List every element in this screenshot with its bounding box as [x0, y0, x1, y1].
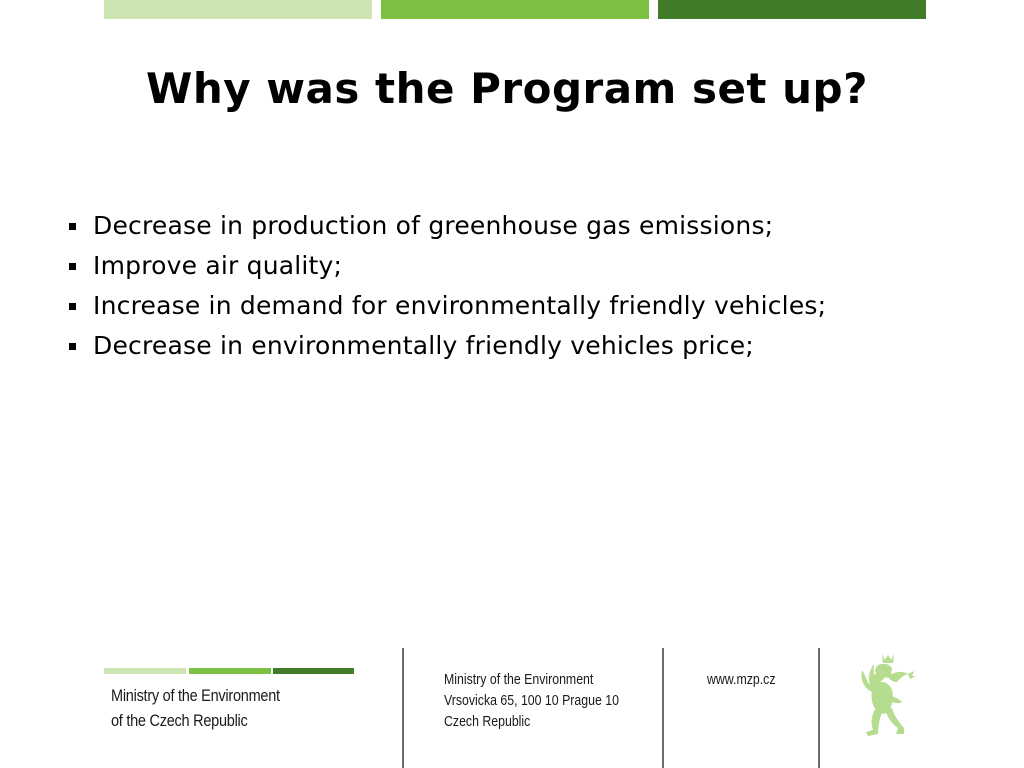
address-line3: Czech Republic [444, 714, 531, 730]
bullet-list [66, 206, 826, 366]
top-decor-bar-mid [381, 0, 649, 19]
top-decor-bar-dark [658, 0, 926, 19]
top-decor-bar-light [104, 0, 372, 19]
footer-decor-bar-dark [273, 668, 354, 674]
bullet-square-icon [69, 223, 76, 230]
bullet-text: Increase in demand for environmentally friendly vehicles; [93, 291, 827, 320]
footer-decor-bar-mid [189, 668, 271, 674]
footer-decor-bar-light [104, 668, 186, 674]
footer-divider [818, 648, 820, 768]
bullet-item [66, 286, 826, 326]
bullet-text: Decrease in production of greenhouse gas emissions; [93, 211, 774, 240]
bullet-square-icon [69, 303, 76, 310]
footer-divider [402, 648, 404, 768]
bullet-item [66, 206, 826, 246]
footer-address [444, 670, 619, 733]
bullet-text: Decrease in environmentally friendly vehicles price; [93, 331, 754, 360]
ministry-logo-text [111, 684, 280, 734]
bullet-item [66, 246, 826, 286]
footer-divider [662, 648, 664, 768]
slide-title: Why was the Program set up? [146, 64, 868, 113]
czech-lion-icon [852, 652, 926, 740]
bullet-square-icon [69, 343, 76, 350]
footer-website-link[interactable]: www.mzp.cz [707, 672, 776, 688]
bullet-item [66, 326, 826, 366]
ministry-name-line2: of the Czech Republic [111, 712, 248, 730]
bullet-text: Improve air quality; [93, 251, 343, 280]
bullet-square-icon [69, 263, 76, 270]
ministry-name-line1: Ministry of the Environment [111, 687, 280, 705]
address-line1: Ministry of the Environment [444, 672, 594, 688]
address-line2: Vrsovicka 65, 100 10 Prague 10 [444, 693, 619, 709]
